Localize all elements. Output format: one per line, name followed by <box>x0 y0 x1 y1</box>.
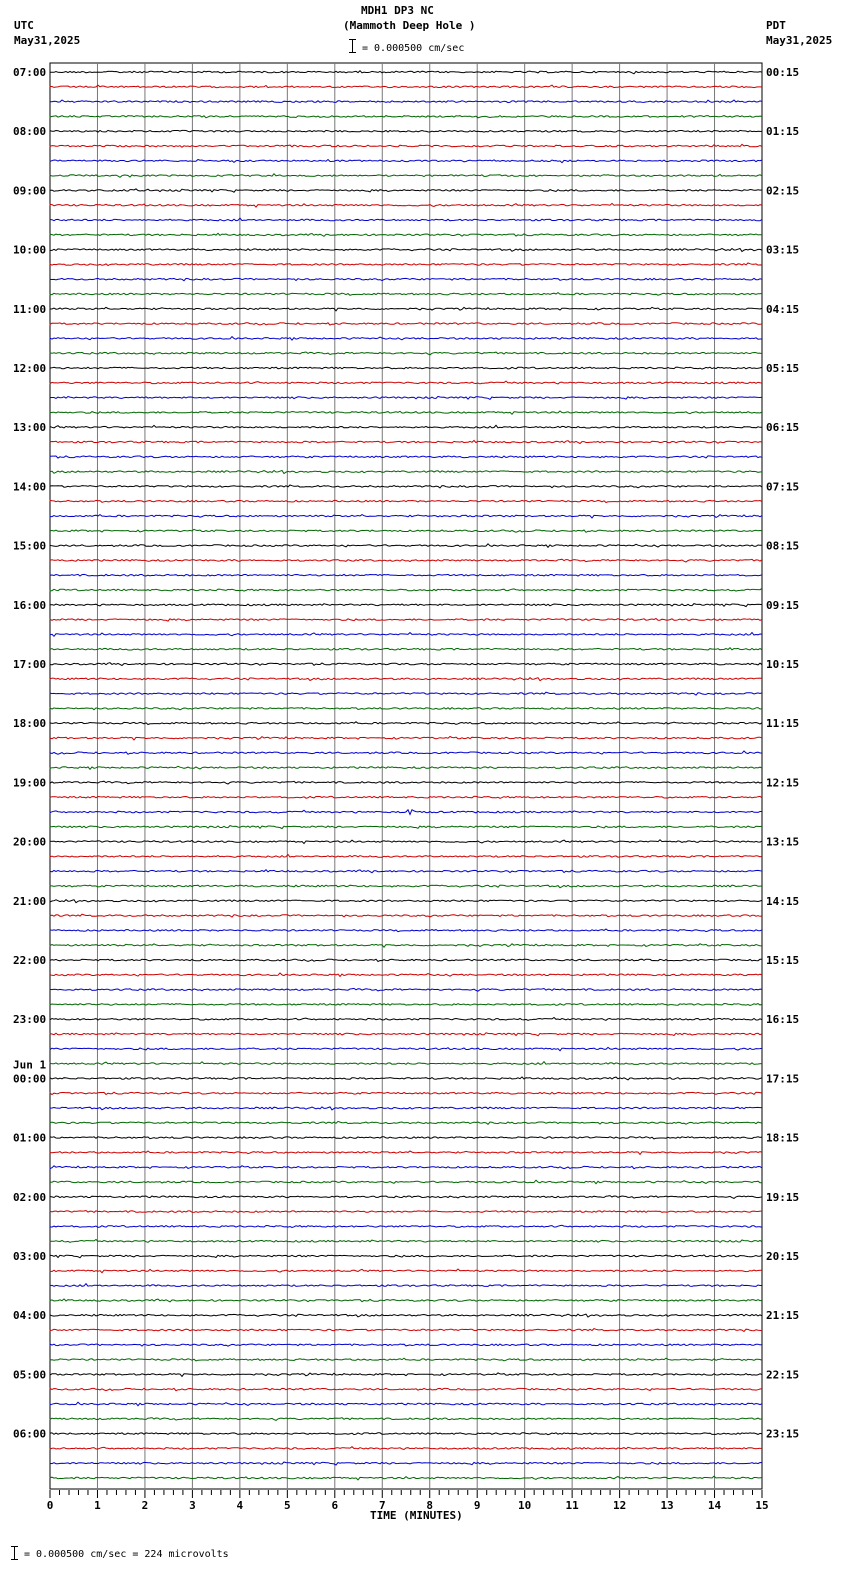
seismic-trace <box>50 307 762 311</box>
seismic-trace <box>50 1433 762 1435</box>
local-hour-label: 18:15 <box>766 1131 800 1145</box>
x-axis-label: TIME (MINUTES) <box>370 1509 463 1522</box>
seismic-trace <box>50 781 762 784</box>
seismic-trace <box>50 249 762 252</box>
local-hour-label: 01:15 <box>766 125 800 139</box>
utc-hour-label: 13:00 <box>13 421 47 435</box>
seismic-trace <box>50 988 762 991</box>
seismic-trace <box>50 1255 762 1258</box>
x-tick-label: 2 <box>141 1499 149 1512</box>
seismic-trace <box>50 1062 762 1065</box>
seismic-trace <box>50 619 762 622</box>
seismic-trace <box>50 929 762 932</box>
seismic-trace <box>50 678 762 681</box>
seismic-trace <box>50 1225 762 1227</box>
x-tick-label: 0 <box>46 1499 54 1512</box>
x-tick-label: 4 <box>236 1499 244 1512</box>
seismic-trace <box>50 100 762 103</box>
local-hour-label: 19:15 <box>766 1190 800 1204</box>
utc-hour-label: 22:00 <box>13 954 47 967</box>
x-tick-label: 7 <box>378 1499 386 1512</box>
local-hour-label: 20:15 <box>766 1250 800 1263</box>
seismic-trace <box>50 130 762 132</box>
right-timezone: PDT <box>766 19 786 32</box>
utc-hour-label: 00:00 <box>13 1072 47 1086</box>
footer-scale-label: = 0.000500 cm/sec = 224 microvolts <box>24 1549 229 1560</box>
seismic-trace <box>50 263 762 266</box>
seismic-trace <box>50 1004 762 1006</box>
seismic-trace <box>50 1269 762 1273</box>
seismic-trace <box>50 160 762 163</box>
seismic-trace <box>50 708 762 710</box>
seismic-trace <box>50 914 762 917</box>
local-hour-label: 03:15 <box>766 243 800 257</box>
seismic-trace <box>50 1462 762 1465</box>
utc-hour-label: 19:00 <box>13 776 47 790</box>
utc-hour-label: 06:00 <box>13 1427 47 1441</box>
seismic-trace <box>50 840 762 844</box>
seismic-trace <box>50 1180 762 1184</box>
seismic-trace <box>50 233 762 236</box>
x-tick-label: 10 <box>518 1499 532 1512</box>
seismic-trace <box>50 441 762 444</box>
seismic-trace <box>50 500 762 502</box>
seismic-trace <box>50 959 762 961</box>
utc-hour-label: 11:00 <box>13 302 47 316</box>
local-hour-label: 21:15 <box>766 1309 800 1323</box>
seismic-trace <box>50 544 762 548</box>
utc-hour-label: 07:00 <box>13 66 47 79</box>
seismic-trace <box>50 1196 762 1199</box>
seismic-trace <box>50 1018 762 1021</box>
seismic-trace <box>50 71 762 74</box>
x-tick-label: 15 <box>755 1499 769 1512</box>
seismic-trace <box>50 293 762 296</box>
local-hour-label: 17:15 <box>766 1072 800 1086</box>
x-tick-label: 8 <box>426 1499 434 1512</box>
seismic-trace <box>50 1107 762 1110</box>
left-timezone: UTC <box>14 19 34 32</box>
seismic-trace <box>50 337 762 341</box>
utc-hour-label: 20:00 <box>13 835 47 849</box>
scale-label: = 0.000500 cm/sec <box>362 43 465 54</box>
local-hour-label: 11:15 <box>766 717 800 731</box>
footer-scale-bar-icon <box>14 1546 15 1560</box>
seismic-trace <box>50 144 762 147</box>
local-hour-label: 22:15 <box>766 1368 800 1382</box>
seismic-trace <box>50 1047 762 1050</box>
x-tick-label: 9 <box>473 1499 481 1512</box>
local-hour-label: 09:15 <box>766 598 800 612</box>
seismic-trace <box>50 1314 762 1317</box>
utc-hour-label: 21:00 <box>13 894 47 908</box>
seismic-trace <box>50 278 762 280</box>
seismic-trace <box>50 1166 762 1169</box>
seismic-trace <box>50 766 762 769</box>
local-hour-label: 02:15 <box>766 184 800 198</box>
seismic-trace <box>50 1418 762 1421</box>
x-tick-label: 13 <box>660 1499 674 1512</box>
seismic-trace <box>50 1476 762 1480</box>
seismic-trace <box>50 456 762 458</box>
local-hour-label: 15:15 <box>766 954 800 967</box>
utc-hour-label: 10:00 <box>13 243 47 257</box>
x-tick-label: 12 <box>612 1499 627 1512</box>
utc-hour-label: 09:00 <box>13 184 47 198</box>
local-hour-label: 14:15 <box>766 894 800 908</box>
local-hour-label: 00:15 <box>766 66 800 79</box>
seismic-trace <box>50 425 762 428</box>
seismic-trace <box>50 381 762 384</box>
site-subtitle: (Mammoth Deep Hole ) <box>343 19 476 32</box>
seismic-trace <box>50 810 762 815</box>
seismic-trace <box>50 411 762 414</box>
seismic-trace <box>50 751 762 754</box>
local-hour-label: 07:15 <box>766 480 800 494</box>
right-date: May31,2025 <box>766 34 833 47</box>
seismic-trace <box>50 203 762 207</box>
utc-hour-label: 17:00 <box>13 658 47 671</box>
seismic-trace <box>50 663 762 666</box>
seismic-trace <box>50 1402 762 1406</box>
seismic-trace <box>50 737 762 741</box>
seismic-trace <box>50 648 762 650</box>
utc-hour-label: 14:00 <box>13 480 47 494</box>
local-hour-label: 23:15 <box>766 1427 800 1441</box>
seismic-trace <box>50 1211 762 1213</box>
seismic-trace <box>50 367 762 369</box>
x-tick-label: 6 <box>331 1499 339 1512</box>
x-tick-label: 14 <box>707 1499 722 1512</box>
seismic-trace <box>50 1447 762 1450</box>
utc-hour-label: 08:00 <box>13 125 47 139</box>
seismic-trace <box>50 116 762 118</box>
station-title: MDH1 DP3 NC <box>361 4 434 17</box>
seismic-trace <box>50 633 762 637</box>
seismic-trace <box>50 1121 762 1124</box>
seismic-trace <box>50 352 762 355</box>
local-hour-label: 16:15 <box>766 1013 800 1027</box>
seismic-trace <box>50 1373 762 1377</box>
seismic-trace <box>50 1137 762 1139</box>
seismic-trace <box>50 588 762 591</box>
seismic-trace <box>50 1329 762 1332</box>
seismic-trace <box>50 396 762 399</box>
local-hour-label: 13:15 <box>766 835 800 849</box>
date-change-label: Jun 1 <box>13 1058 47 1072</box>
local-hour-label: 04:15 <box>766 302 800 316</box>
seismic-trace <box>50 471 762 474</box>
seismic-trace <box>50 1388 762 1390</box>
seismic-trace <box>50 189 762 192</box>
seismic-trace <box>50 485 762 488</box>
seismic-trace <box>50 796 762 798</box>
utc-hour-label: 02:00 <box>13 1190 47 1204</box>
seismic-trace <box>50 1299 762 1302</box>
seismic-trace <box>50 1344 762 1346</box>
x-tick-label: 5 <box>284 1499 291 1512</box>
x-tick-label: 3 <box>189 1499 196 1512</box>
seismic-trace <box>50 515 762 518</box>
local-hour-label: 06:15 <box>766 421 800 435</box>
seismic-trace <box>50 574 762 576</box>
seismic-trace <box>50 826 762 829</box>
local-hour-label: 05:15 <box>766 362 800 375</box>
seismic-trace <box>50 1284 762 1287</box>
x-tick-label: 1 <box>94 1499 101 1512</box>
utc-hour-label: 04:00 <box>13 1309 47 1323</box>
seismic-trace <box>50 1092 762 1094</box>
left-date: May31,2025 <box>14 34 81 47</box>
seismic-trace <box>50 885 762 888</box>
utc-hour-label: 03:00 <box>13 1250 47 1263</box>
utc-hour-label: 16:00 <box>13 598 47 612</box>
seismic-trace <box>50 1077 762 1080</box>
seismic-trace <box>50 973 762 977</box>
seismic-trace <box>50 944 762 948</box>
seismic-trace <box>50 722 762 725</box>
seismic-trace <box>50 559 762 562</box>
seismic-trace <box>50 900 762 903</box>
seismic-trace <box>50 692 762 695</box>
seismic-trace <box>50 604 762 607</box>
seismic-trace <box>50 85 762 88</box>
seismic-trace <box>50 174 762 178</box>
utc-hour-label: 18:00 <box>13 717 47 731</box>
x-tick-label: 11 <box>565 1499 579 1512</box>
utc-hour-label: 01:00 <box>13 1131 47 1145</box>
local-hour-label: 12:15 <box>766 776 800 790</box>
utc-hour-label: 23:00 <box>13 1013 47 1027</box>
seismic-trace <box>50 870 762 873</box>
seismic-trace <box>50 323 762 325</box>
seismic-trace <box>50 1358 762 1361</box>
seismic-trace <box>50 1151 762 1154</box>
utc-hour-label: 05:00 <box>13 1368 47 1382</box>
plot-frame <box>50 63 762 1489</box>
utc-hour-label: 15:00 <box>13 539 47 553</box>
seismic-trace <box>50 1240 762 1243</box>
seismic-trace <box>50 529 762 532</box>
seismic-trace <box>50 855 762 858</box>
seismic-trace <box>50 1033 762 1036</box>
local-hour-label: 10:15 <box>766 658 800 671</box>
seismic-trace <box>50 218 762 221</box>
utc-hour-label: 12:00 <box>13 362 47 375</box>
local-hour-label: 08:15 <box>766 539 800 553</box>
